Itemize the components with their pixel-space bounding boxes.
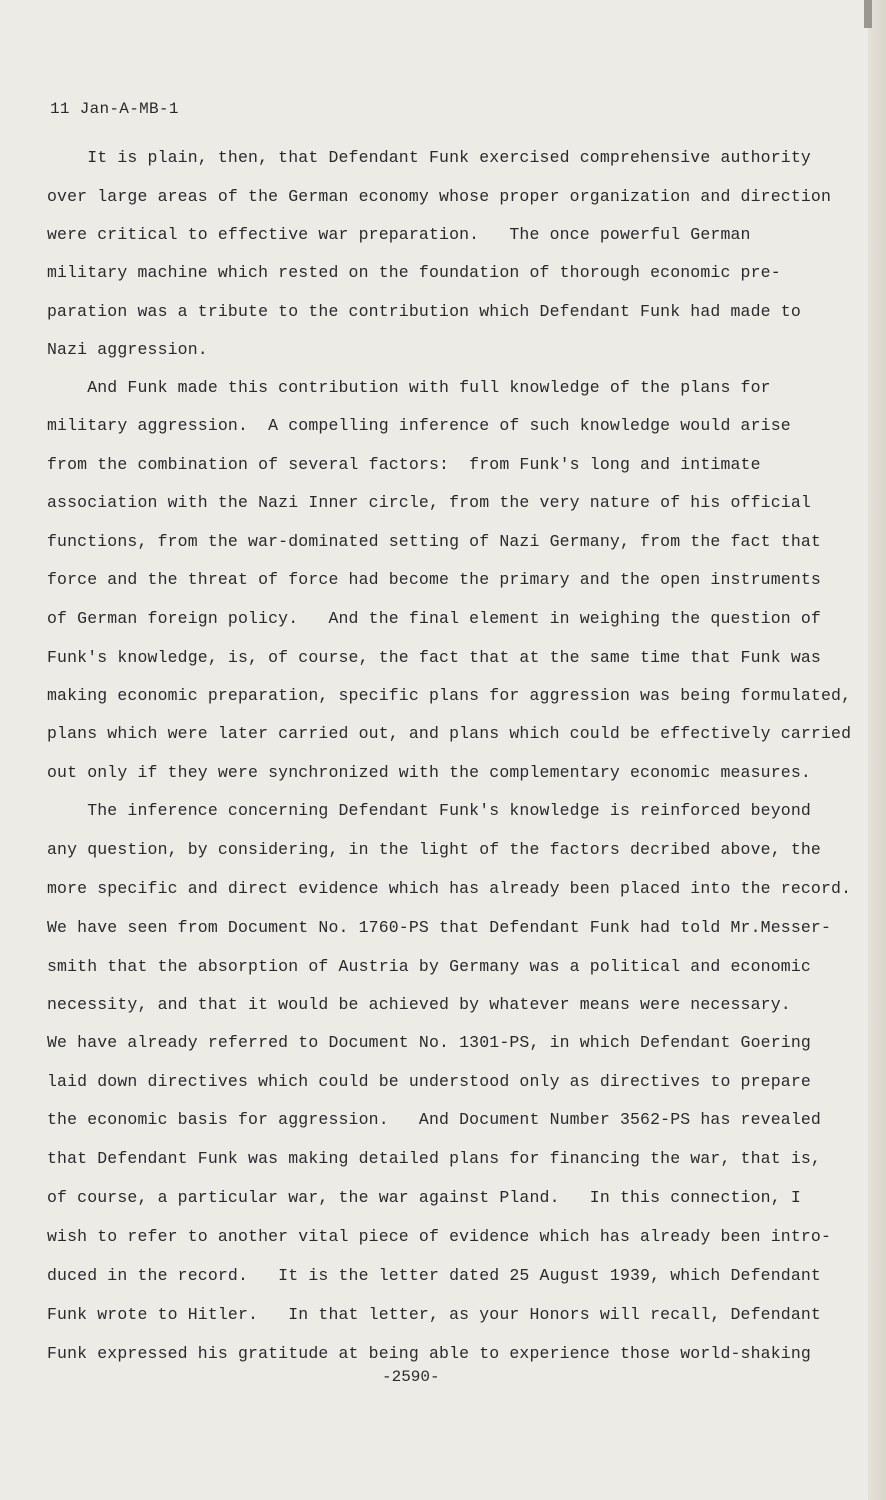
text-line: military aggression. A compelling inference of such knowledge would arise: [47, 416, 791, 435]
text-line: plans which were later carried out, and plans which could be effectively carried: [47, 724, 852, 743]
text-line: more specific and direct evidence which has already been placed into the record.: [47, 879, 852, 898]
text-line: It is plain, then, that Defendant Funk exercised comprehensive authority: [47, 148, 811, 167]
text-line: the economic basis for aggression. And Document Number 3562-PS has revealed: [47, 1110, 821, 1129]
text-line: of course, a particular war, the war against Pland. In this connection, I: [47, 1188, 801, 1207]
text-line: were critical to effective war preparation. The once powerful German: [47, 225, 751, 244]
text-line: The inference concerning Defendant Funk's knowledge is reinforced beyond: [47, 801, 811, 820]
text-line: Nazi aggression.: [47, 340, 208, 359]
text-line: paration was a tribute to the contribution which Defendant Funk had made to: [47, 302, 801, 321]
text-line: We have already referred to Document No. 1301-PS, in which Defendant Goering: [47, 1033, 811, 1052]
text-line: And Funk made this contribution with full knowledge of the plans for: [47, 378, 771, 397]
page-number: -2590-: [382, 1368, 440, 1386]
paper-edge: [868, 0, 886, 1500]
text-line: out only if they were synchronized with the complementary economic measures.: [47, 763, 811, 782]
document-id: 11 Jan-A-MB-1: [50, 100, 179, 118]
text-line: from the combination of several factors: from Funk's long and intimate: [47, 455, 761, 474]
text-line: smith that the absorption of Austria by Germany was a political and economic: [47, 957, 811, 976]
text-line: Funk's knowledge, is, of course, the fact that at the same time that Funk was: [47, 648, 821, 667]
text-line: necessity, and that it would be achieved by whatever means were necessary.: [47, 995, 791, 1014]
text-line: Funk expressed his gratitude at being able to experience those world-shaking: [47, 1344, 811, 1363]
text-line: that Defendant Funk was making detailed plans for financing the war, that is,: [47, 1149, 821, 1168]
text-line: over large areas of the German economy whose proper organization and direction: [47, 187, 832, 206]
text-line: making economic preparation, specific plans for aggression was being formulated,: [47, 686, 852, 705]
text-line: functions, from the war-dominated setting of Nazi Germany, from the fact that: [47, 532, 821, 551]
text-line: military machine which rested on the foundation of thorough economic pre-: [47, 263, 781, 282]
text-line: We have seen from Document No. 1760-PS that Defendant Funk had told Mr.Messer-: [47, 918, 832, 937]
text-line: association with the Nazi Inner circle, from the very nature of his official: [47, 493, 811, 512]
text-line: force and the threat of force had become the primary and the open instruments: [47, 570, 821, 589]
text-line: laid down directives which could be understood only as directives to prepare: [47, 1072, 811, 1091]
corner-mark: [864, 0, 872, 28]
text-line: any question, by considering, in the light of the factors decribed above, the: [47, 840, 821, 859]
text-line: duced in the record. It is the letter dated 25 August 1939, which Defendant: [47, 1266, 821, 1285]
text-line: Funk wrote to Hitler. In that letter, as your Honors will recall, Defendant: [47, 1305, 821, 1324]
text-line: wish to refer to another vital piece of evidence which has already been intro-: [47, 1227, 832, 1246]
text-line: of German foreign policy. And the final element in weighing the question of: [47, 609, 821, 628]
